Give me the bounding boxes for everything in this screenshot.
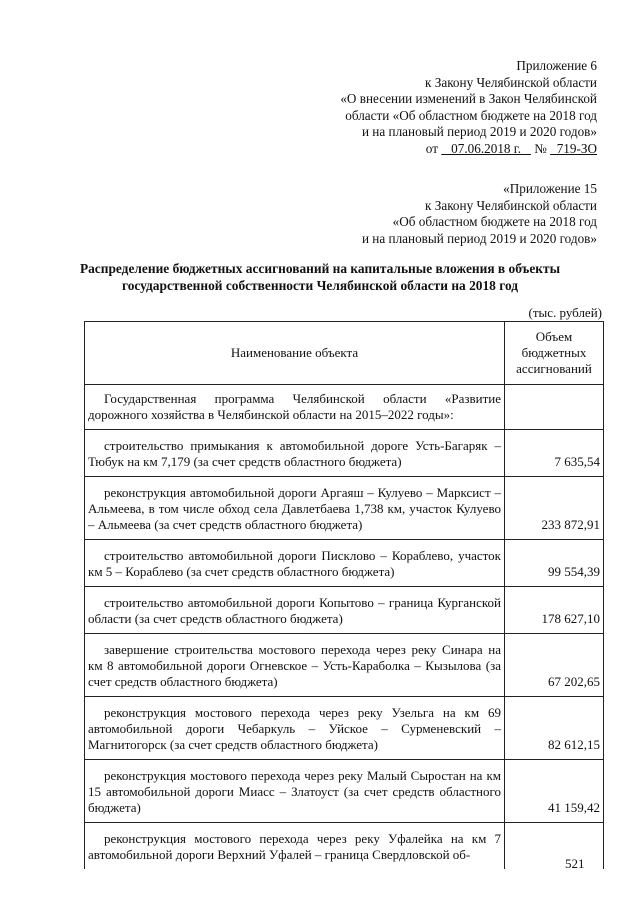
table-row	[85, 430, 604, 477]
appendix-6-line1: Приложение 6	[516, 58, 597, 73]
appendix-15-line4: и на плановый период 2019 и 2020 годов»	[361, 230, 597, 246]
header-object-name: Наименование объекта	[85, 322, 505, 385]
allocation-table	[84, 321, 604, 869]
appendix-6-date-line	[340, 141, 597, 158]
law-date: 07.06.2018 г.	[451, 140, 522, 156]
row-name: реконструкция мостового перехода через реку Уфалейка на км 7 автомобильной дороги Верхний Уфалей – граница Свердловской об-	[85, 823, 505, 870]
row-value	[505, 385, 604, 430]
row-value: 233 872,91	[505, 477, 604, 540]
row-name: строительство автомобильной дороги Писклово – Кораблево, участок км 5 – Кораблево (за счет средств областного бюджета)	[85, 540, 505, 587]
appendix-15-line2: к Закону Челябинской области	[425, 197, 597, 213]
appendix-6-line5: и на плановый период 2019 и 2020 годов»	[361, 124, 597, 140]
row-name: реконструкция мостового перехода через реку Узельга на км 69 автомобильной дороги Чебаркуль – Уйское – Сурменевский – Магнитогорск (за счет средств областного бюджета)	[85, 697, 505, 760]
from-label: от	[425, 140, 438, 156]
row-name: реконструкция мостового перехода через реку Малый Сыростан на км 15 автомобильной дороги Миасс – Златоуст (за счет средств областного бюджета)	[85, 760, 505, 823]
title-line1: Распределение бюджетных ассигнований на капитальные вложения в объекты	[79, 261, 561, 276]
row-value: 178 627,10	[505, 587, 604, 634]
row-value: 7 635,54	[505, 430, 604, 477]
document-title	[40, 261, 600, 294]
appendix-6-header	[340, 58, 597, 158]
table-header-row	[85, 322, 604, 385]
row-value: 41 159,42	[505, 760, 604, 823]
table-row	[85, 760, 604, 823]
appendix-15-line1: «Приложение 15	[503, 181, 597, 196]
appendix-15-line3: «Об областном бюджете на 2018 год	[392, 214, 597, 230]
row-value: 99 554,39	[505, 540, 604, 587]
table-row	[85, 540, 604, 587]
appendix-6-line4: области «Об областном бюджете на 2018 год	[345, 107, 597, 123]
row-name: завершение строительства мостового перехода через реку Синара на км 8 автомобильной дороги Огневское – Усть-Караболка – Кызылова (за счет средств областного бюджета)	[85, 634, 505, 697]
table-row	[85, 634, 604, 697]
title-line2: государственной собственности Челябинской области на 2018 год	[121, 277, 519, 293]
law-number: 719-ЗО	[556, 140, 597, 156]
units-note: (тыс. рублей)	[528, 305, 602, 320]
header-amount: Объем бюджетных ассигнований	[505, 322, 604, 385]
appendix-6-line3: «О внесении изменений в Закон Челябинской	[340, 91, 597, 107]
row-name: Государственная программа Челябинской области «Развитие дорожного хозяйства в Челябинской области на 2015–2022 годы»:	[85, 385, 505, 430]
table-row	[85, 823, 604, 870]
row-name: строительство примыкания к автомобильной дороге Усть-Багаряк – Тюбук на км 7,179 (за счет средств областного бюджета)	[85, 430, 505, 477]
table-row	[85, 587, 604, 634]
row-value: 82 612,15	[505, 697, 604, 760]
page-number: 521	[565, 856, 585, 871]
row-value: 67 202,65	[505, 634, 604, 697]
table-row	[85, 477, 604, 540]
appendix-6-line2: к Закону Челябинской области	[425, 74, 597, 90]
table-row	[85, 697, 604, 760]
appendix-15-header	[362, 181, 597, 247]
table-row	[85, 385, 604, 430]
row-value	[505, 823, 604, 870]
row-name: строительство автомобильной дороги Копытово – граница Курганской области (за счет средств областного бюджета)	[85, 587, 505, 634]
number-label: №	[534, 140, 547, 156]
row-name: реконструкция автомобильной дороги Аргаяш – Кулуево – Марксист – Альмеева, в том числе обход села Давлетбаева 1,738 км, участок Кулуево – Альмеева (за счет средств областного бюджета)	[85, 477, 505, 540]
